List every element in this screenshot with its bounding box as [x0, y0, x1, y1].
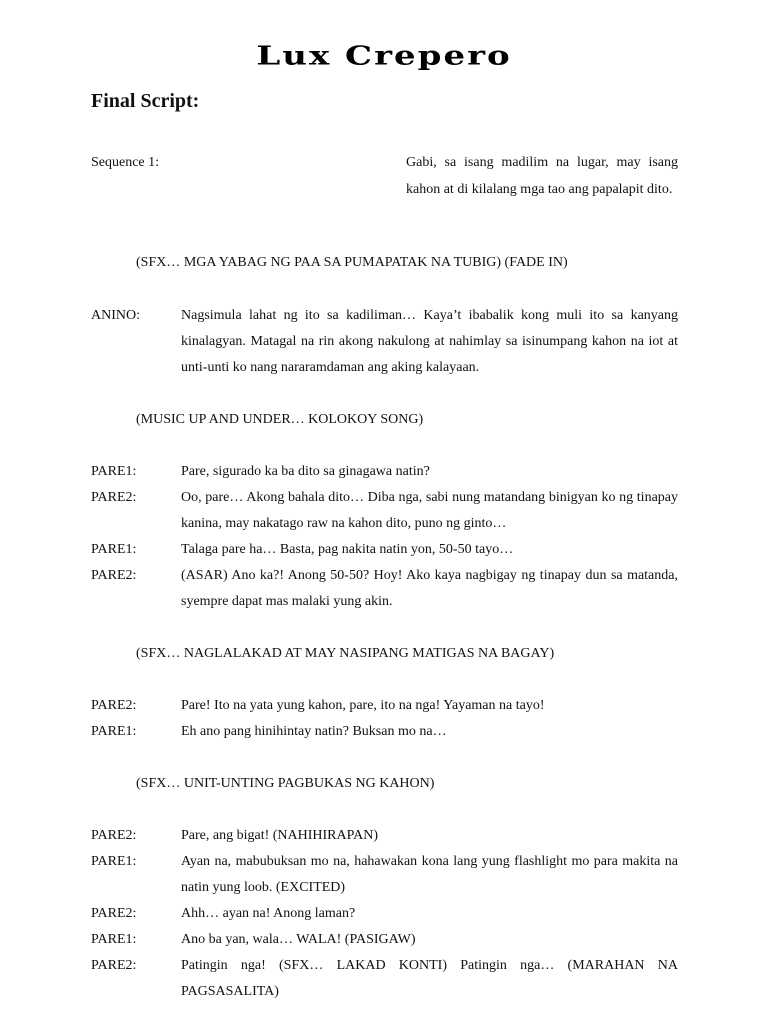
dialogue-line [91, 927, 678, 953]
dialogue-line [91, 563, 678, 615]
sequence-label: Sequence 1: [91, 155, 160, 170]
dialogue-text: Nagsimula lahat ng ito sa kadiliman… Kaya’t ibabalik kong muli ito sa kanyang kinalagyan. Matagal na rin akong nakulong at nahimlay sa isinumpang kahon na iot at unti-unti ko nang nararamdaman ang aking kalayaan. [181, 308, 678, 375]
dialogue-text: Pare, ang bigat! (NAHIHIRAPAN) [181, 828, 379, 843]
dialogue-text: Ano ba yan, wala… WALA! (PASIGAW) [181, 932, 416, 947]
dialogue-text: Oo, pare… Akong bahala dito… Diba nga, sabi nung matandang binigyan ko ng tinapay kanina, may nakatago raw na kahon dito, puno ng ginto… [181, 490, 678, 531]
speaker-name: PARE2: [91, 906, 137, 921]
speaker-name: PARE1: [91, 724, 137, 739]
speaker-name: PARE1: [91, 464, 137, 479]
speaker-name: PARE1: [91, 542, 137, 557]
speaker-name: PARE1: [91, 854, 137, 869]
document-subtitle: Final Script: [91, 90, 200, 112]
dialogue-text: Ahh… ayan na! Anong laman? [181, 906, 356, 921]
speaker-name: PARE2: [91, 698, 137, 713]
speaker-name: PARE1: [91, 932, 137, 947]
sound-cue: (SFX… NAGLALAKAD AT MAY NASIPANG MATIGAS NA BAGAY) [136, 646, 555, 661]
speaker-name: ANINO: [91, 308, 140, 323]
dialogue-text: Pare! Ito na yata yung kahon, pare, ito na nga! Yayaman na tayo! [181, 698, 545, 713]
sound-cue: (SFX… UNIT-UNTING PAGBUKAS NG KAHON) [136, 776, 435, 791]
dialogue-line [91, 693, 678, 719]
dialogue-line [91, 459, 678, 485]
dialogue-text: (ASAR) Ano ka?! Anong 50-50? Hoy! Ako kaya nagbigay ng tinapay dun sa matanda, syempre dapat mas malaki yung akin. [181, 568, 678, 609]
document-title: Lux Crepero [256, 40, 512, 72]
dialogue-text: Eh ano pang hinihintay natin? Buksan mo na… [181, 724, 447, 739]
dialogue-line [91, 303, 678, 381]
speaker-name: PARE2: [91, 568, 137, 583]
dialogue-line [91, 953, 678, 1005]
dialogue-text: Pare, sigurado ka ba dito sa ginagawa natin? [181, 464, 430, 479]
dialogue-line [91, 901, 678, 927]
speaker-name: PARE2: [91, 490, 137, 505]
dialogue-line [91, 823, 678, 849]
sound-cue: (MUSIC UP AND UNDER… KOLOKOY SONG) [136, 412, 424, 427]
dialogue-text: Patingin nga! (SFX… LAKAD KONTI) Patingin nga… (MARAHAN NA PAGSASALITA) [181, 958, 678, 999]
speaker-name: PARE2: [91, 828, 137, 843]
dialogue-text: Talaga pare ha… Basta, pag nakita natin yon, 50-50 tayo… [181, 542, 514, 557]
speaker-name: PARE2: [91, 958, 137, 973]
sequence-description: Gabi, sa isang madilim na lugar, may isang kahon at di kilalang mga tao ang papalapit dito. [406, 155, 678, 197]
dialogue-line [91, 537, 678, 563]
dialogue-line [91, 849, 678, 901]
dialogue-text: Ayan na, mabubuksan mo na, hahawakan kona lang yung flashlight mo para makita na natin yung loob. (EXCITED) [181, 854, 678, 895]
dialogue-line [91, 719, 678, 745]
dialogue-line [91, 485, 678, 537]
sound-cue: (SFX… MGA YABAG NG PAA SA PUMAPATAK NA TUBIG) (FADE IN) [136, 255, 568, 270]
